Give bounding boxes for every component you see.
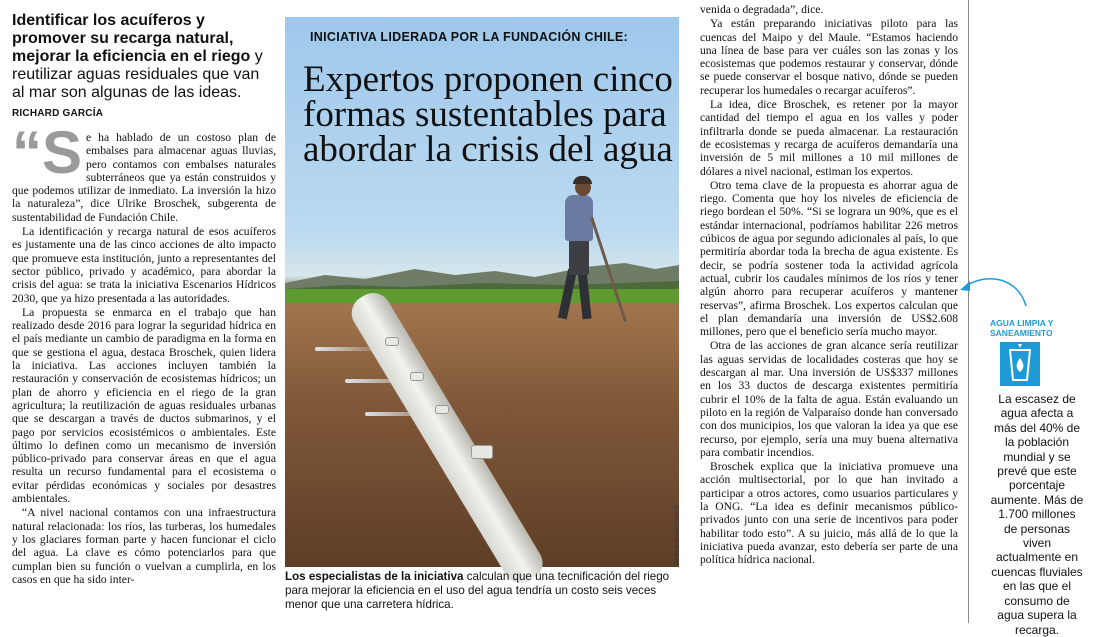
left-column	[12, 0, 276, 587]
paragraph: La idea, dice Broschek, es retener por la mayor cantidad del tiempo el agua en los valles y poder infiltrarla donde se pueda almacenar. La restauración de ecosistemas y recarga de acuíferos demandaría una inversión de 5 mil millones a 10 mil millones de dólares a nivel nacional, estiman los expertos.	[700, 98, 958, 178]
dropcap: “S	[12, 119, 83, 186]
photo-credit: PABLO MARDONES	[675, 504, 681, 565]
sdg-label: AGUA LIMPIA Y SANEAMIENTO	[990, 318, 1054, 338]
lead-bold: Identificar los acuíferos y promover su recarga natural, mejorar la eficiencia en el riego	[12, 12, 251, 65]
water-glass-icon	[1000, 342, 1040, 386]
paragraph: “A nivel nacional contamos con una infraestructura natural relacionada: los ríos, las turberas, los humedales y los glaciares forman parte y hacen funcionar el ciclo del agua. La clave es cómo potenciarlos para que cumplan bien su función o vuelvan a cumplirla, en los casos en que ha sido inter-	[12, 506, 276, 586]
headline: Expertos proponen cinco formas sustentables para abordar la crisis del agua	[303, 59, 673, 170]
lead-regular: y reutilizar aguas residuales que van al mar son algunas de las ideas.	[12, 48, 263, 101]
hills-graphic	[285, 245, 679, 295]
pipe-outlet	[435, 405, 449, 414]
sidebar-text: La escasez de agua afecta a más del 40% de la población mundial y se prevé que este porcentaje aumente. Más de 1.700 millones de personas viven actualmente en cuencas fluviales en las que el consumo de agua supera la recarga.	[990, 392, 1084, 637]
paragraph: Otra de las acciones de gran alcance sería reutilizar las aguas servidas de localidades costeras que hoy se descargan al mar. Una inversión de US$337 millones en los 33 ductos de descarga existentes permitiría cubrir el 10% de la falta de agua. Están evaluando un piloto en la región de Valparaíso donde han conversado con dos municipios, los que valoran la idea ya que ese recurso, por ejemplo, sería una muy buena alternativa para combatir incendios.	[700, 339, 958, 459]
paragraph: venida o degradada”, dice.	[700, 3, 824, 16]
lead-paragraph	[12, 12, 276, 102]
paragraph: e ha hablado de un costoso plan de embalses para almacenar aguas lluvias, pero contamos con embalses naturales subterráneos que ya están construidos y que podemos utilizar de inmediato. La inversión la hizo la naturaleza”, dice Ulrike Broschek, subgerenta de sustentabilidad de Fundación Chile.	[12, 131, 276, 224]
pipe-outlet	[385, 337, 399, 346]
paragraph: Otro tema clave de la propuesta es ahorrar agua de riego. Comenta que hoy los niveles de eficiencia de riego bordean el 50%. “Si se lograra un 90%, que es el estándar internacional, podríamos habilitar 226 metros cúbicos de agua por segundo adicionales al país, lo que permitiría abordar toda la brecha de agua existente. Es decir, se podría sostener toda la actividad agrícola actual, cubrir los caudales mínimos de los ríos y tener algún ahorro para recuperar acuíferos y mantener reservas”, afirma Broschek. Los expertos calculan que el plan demandaría una inversión de US$2.608 millones, pero que el beneficio sería mucho mayor.	[700, 178, 958, 339]
pipe-outlet	[471, 445, 493, 459]
article-body-left	[12, 119, 276, 586]
paragraph: Broschek explica que la iniciativa promueve una acción multisectorial, por lo que han invitado a participar a otros actores, como usuarios particulares y la ONG. “La idea es definir mecanismos público-privados junto con una serie de incentivos para poder habilitar todo esto”. A su juicio, más allá de lo que la iniciativa pueda avanzar, esto debería ser parte de una política hídrica nacional.	[700, 460, 958, 567]
paragraph: La propuesta se enmarca en el trabajo que han realizado desde 2016 para lograr la seguridad hídrica en el país mediante un cambio de paradigma en la forma en que se gestiona el agua, destaca Broschek, quien lidera la iniciativa. Las acciones incluyen también la restauración y conservación de ecosistemas hídricos; un plan de ahorro y eficiencia en el riego de la gran agricultura; la reutilización de aguas residuales urbanas que se descargan a través de ductos submarinos, y el pago por servicios ecosistémicos o ambientales. Este último lo definen como un mecanismo de inversión público-privado para conservar áreas en que el agua resulta un recurso fundamental para el ecosistema o evitar pérdidas económicas y sociales por desastres ambientales.	[12, 305, 276, 506]
farmer-cap	[573, 176, 592, 184]
column-divider	[968, 0, 969, 623]
byline: RICHARD GARCÍA	[12, 108, 104, 119]
paragraph: Ya están preparando iniciativas piloto para las cuencas del Maipo y del Maule. “Estamos haciendo una línea de base para ver cuáles son las zonas y los ecosistemas que podemos restaurar y conservar, dónde se puede conservar el bosque nativo, dónde se pueden recuperar los humedales o recargar acuíferos”.	[700, 17, 958, 97]
pipe-outlet	[410, 372, 424, 381]
photo-caption	[285, 570, 679, 612]
farmer-shirt	[565, 195, 593, 241]
caption-bold: Los especialistas de la iniciativa	[285, 570, 464, 583]
sdg-sidebar	[990, 300, 1090, 637]
kicker: INICIATIVA LIDERADA POR LA FUNDACIÓN CHILE:	[310, 30, 628, 44]
caption-regular: calculan que una tecnificación del riego para mejorar la eficiencia en el uso del agua tendría un costo seis veces menor que una carretera hídrica.	[285, 570, 670, 611]
paragraph: La identificación y recarga natural de esos acuíferos es justamente una de las cinco acciones de alto impacto que promueve esta institución, junto a representantes del sector público, privado y académico, para abordar la crisis del agua: se trata la iniciativa Escenarios Hídricos 2030, que ya hizo presentada a las autoridades.	[12, 225, 276, 305]
right-column	[700, 3, 958, 567]
